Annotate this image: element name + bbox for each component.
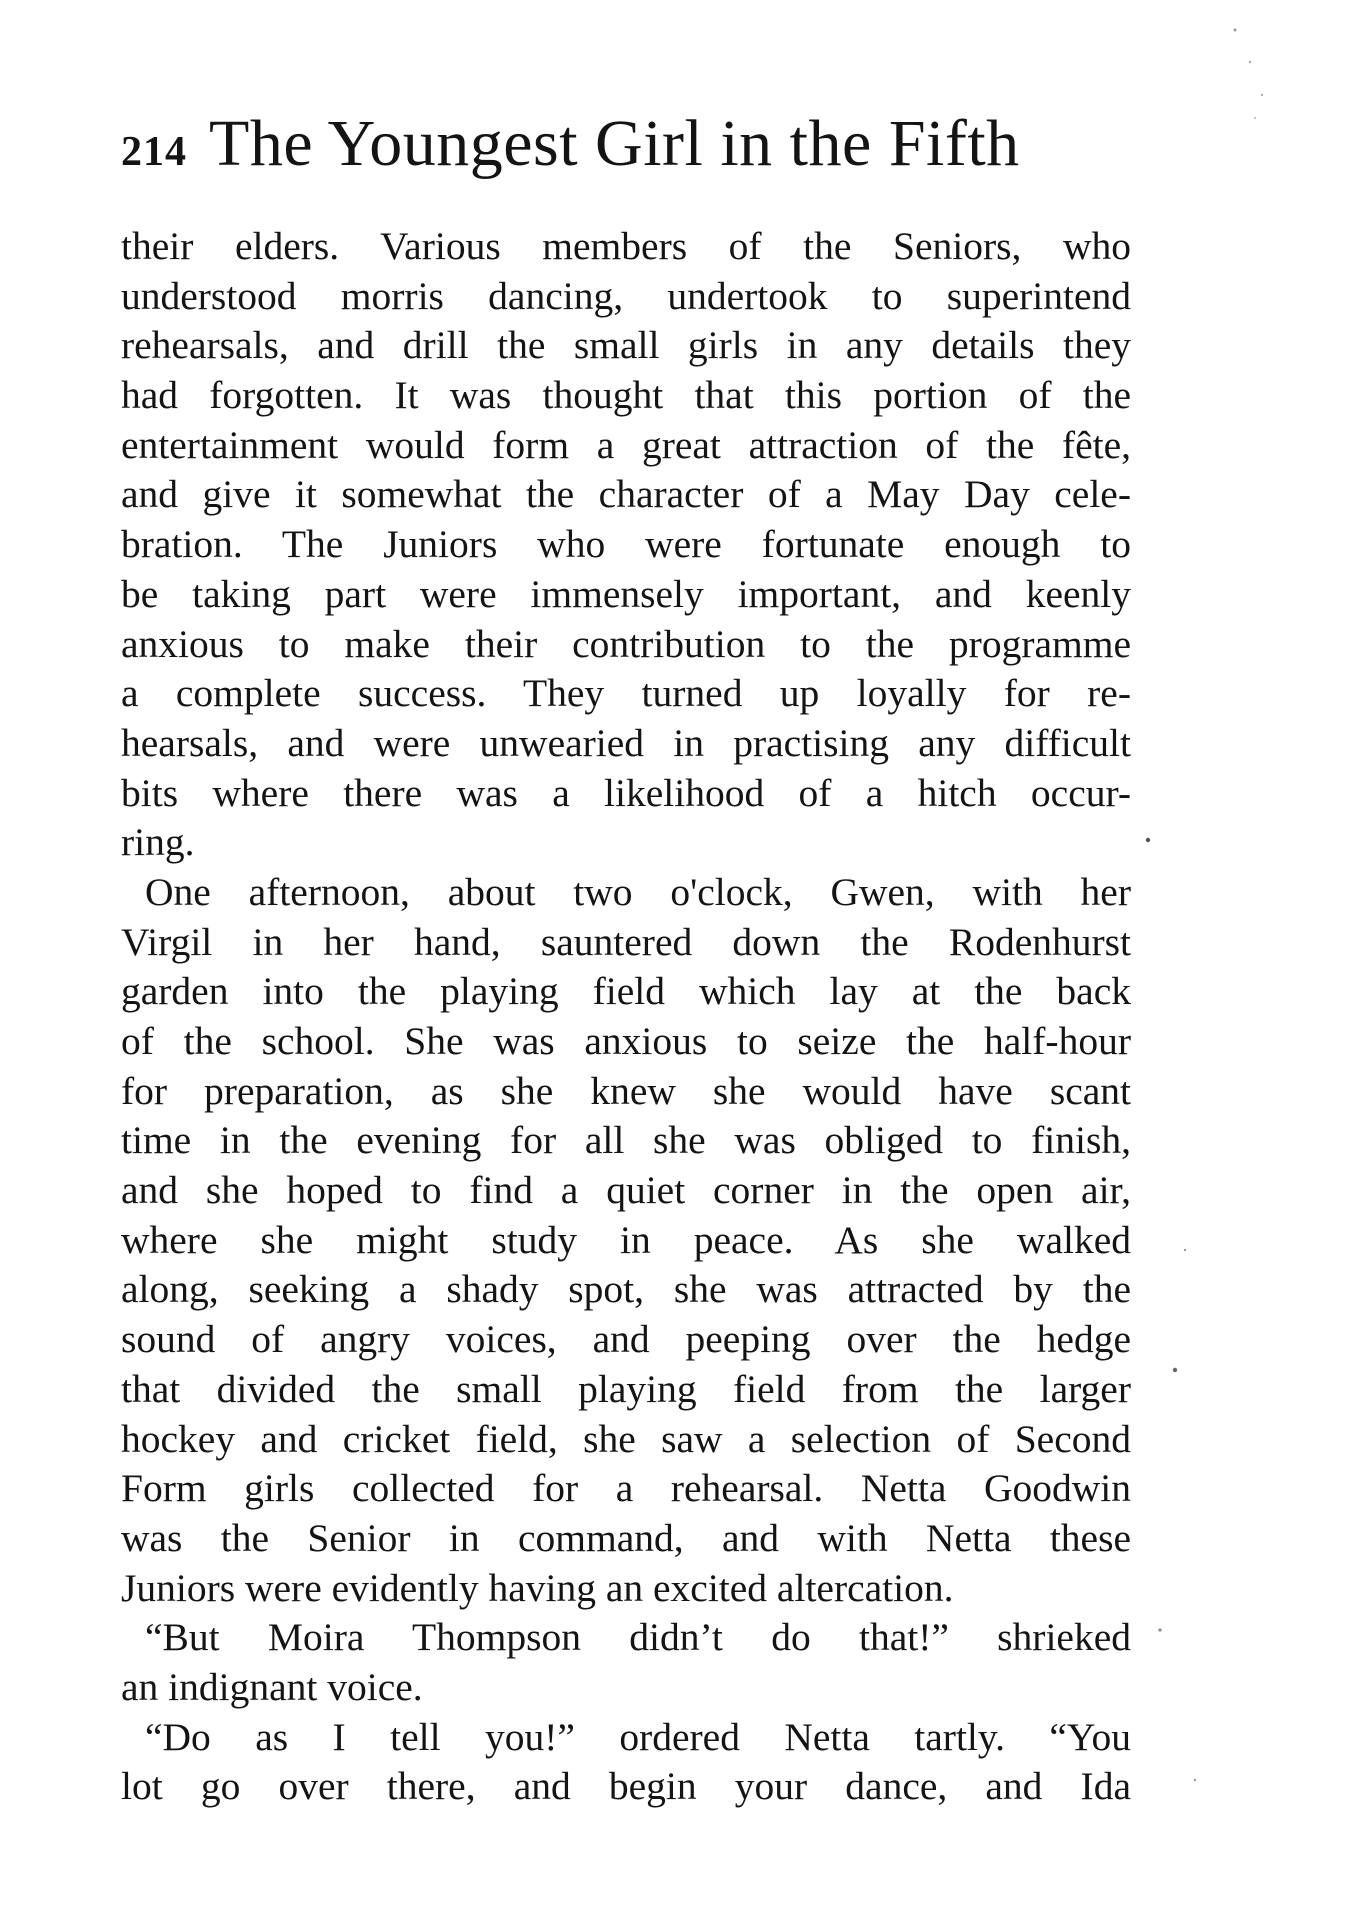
text-line: lot go over there, and begin your dance, and Ida xyxy=(121,1764,1131,1809)
text-line: and give it somewhat the character of a May Day cele- xyxy=(121,472,1131,517)
text-line: was the Senior in command, and with Netta these xyxy=(121,1515,1131,1560)
text-line: had forgotten. It was thought that this portion of the xyxy=(121,373,1131,418)
text-line: anxious to make their contribution to the programme xyxy=(121,621,1131,666)
paragraph-end-line: Juniors were evidently having an excited altercation. xyxy=(121,1565,954,1610)
text-line: their elders. Various members of the Seniors, who xyxy=(121,224,1131,268)
text-line: hearsals, and were unwearied in practising any difficult xyxy=(121,720,1131,765)
running-header xyxy=(121,106,1121,186)
running-title: The Youngest Girl in the Fifth xyxy=(209,107,1020,180)
text-line: be taking part were immensely important, and keenly xyxy=(121,571,1131,616)
text-line: time in the evening for all she was obliged to finish, xyxy=(121,1118,1131,1163)
text-line: understood morris dancing, undertook to superintend xyxy=(121,273,1131,318)
paragraph-end-line: ring. xyxy=(121,820,195,865)
text-line: bits where there was a likelihood of a hitch occur- xyxy=(121,770,1131,815)
text-line: a complete success. They turned up loyally for re- xyxy=(121,671,1131,716)
text-line: and she hoped to find a quiet corner in the open air, xyxy=(121,1168,1131,1213)
text-line: for preparation, as she knew she would have scant xyxy=(121,1068,1131,1113)
text-line: sound of angry voices, and peeping over the hedge xyxy=(121,1317,1131,1362)
text-line: garden into the playing field which lay at the back xyxy=(121,969,1131,1014)
text-line: that divided the small playing field from the larger xyxy=(121,1366,1131,1411)
text-line: bration. The Juniors who were fortunate enough to xyxy=(121,522,1131,567)
text-line: entertainment would form a great attraction of the fête, xyxy=(121,422,1131,467)
text-line: Virgil in her hand, sauntered down the Rodenhurst xyxy=(121,919,1131,964)
paragraph-end-line: an indignant voice. xyxy=(121,1664,423,1709)
text-line: of the school. She was anxious to seize the half-hour xyxy=(121,1019,1131,1063)
paragraph-start-line: One afternoon, about two o'clock, Gwen, with her xyxy=(145,869,1131,914)
text-line: where she might study in peace. As she walked xyxy=(121,1217,1131,1262)
text-line: hockey and cricket field, she saw a selection of Second xyxy=(121,1416,1131,1461)
text-line: rehearsals, and drill the small girls in any details they xyxy=(121,323,1131,368)
page-number: 214 xyxy=(121,129,187,175)
text-line: Form girls collected for a rehearsal. Netta Goodwin xyxy=(121,1466,1131,1511)
paragraph-start-line: “Do as I tell you!” ordered Netta tartly. “You xyxy=(145,1714,1131,1759)
paragraph-start-line: “But Moira Thompson didn’t do that!” shrieked xyxy=(145,1615,1131,1660)
text-line: along, seeking a shady spot, she was attracted by the xyxy=(121,1267,1131,1312)
body-text xyxy=(121,222,1131,1812)
